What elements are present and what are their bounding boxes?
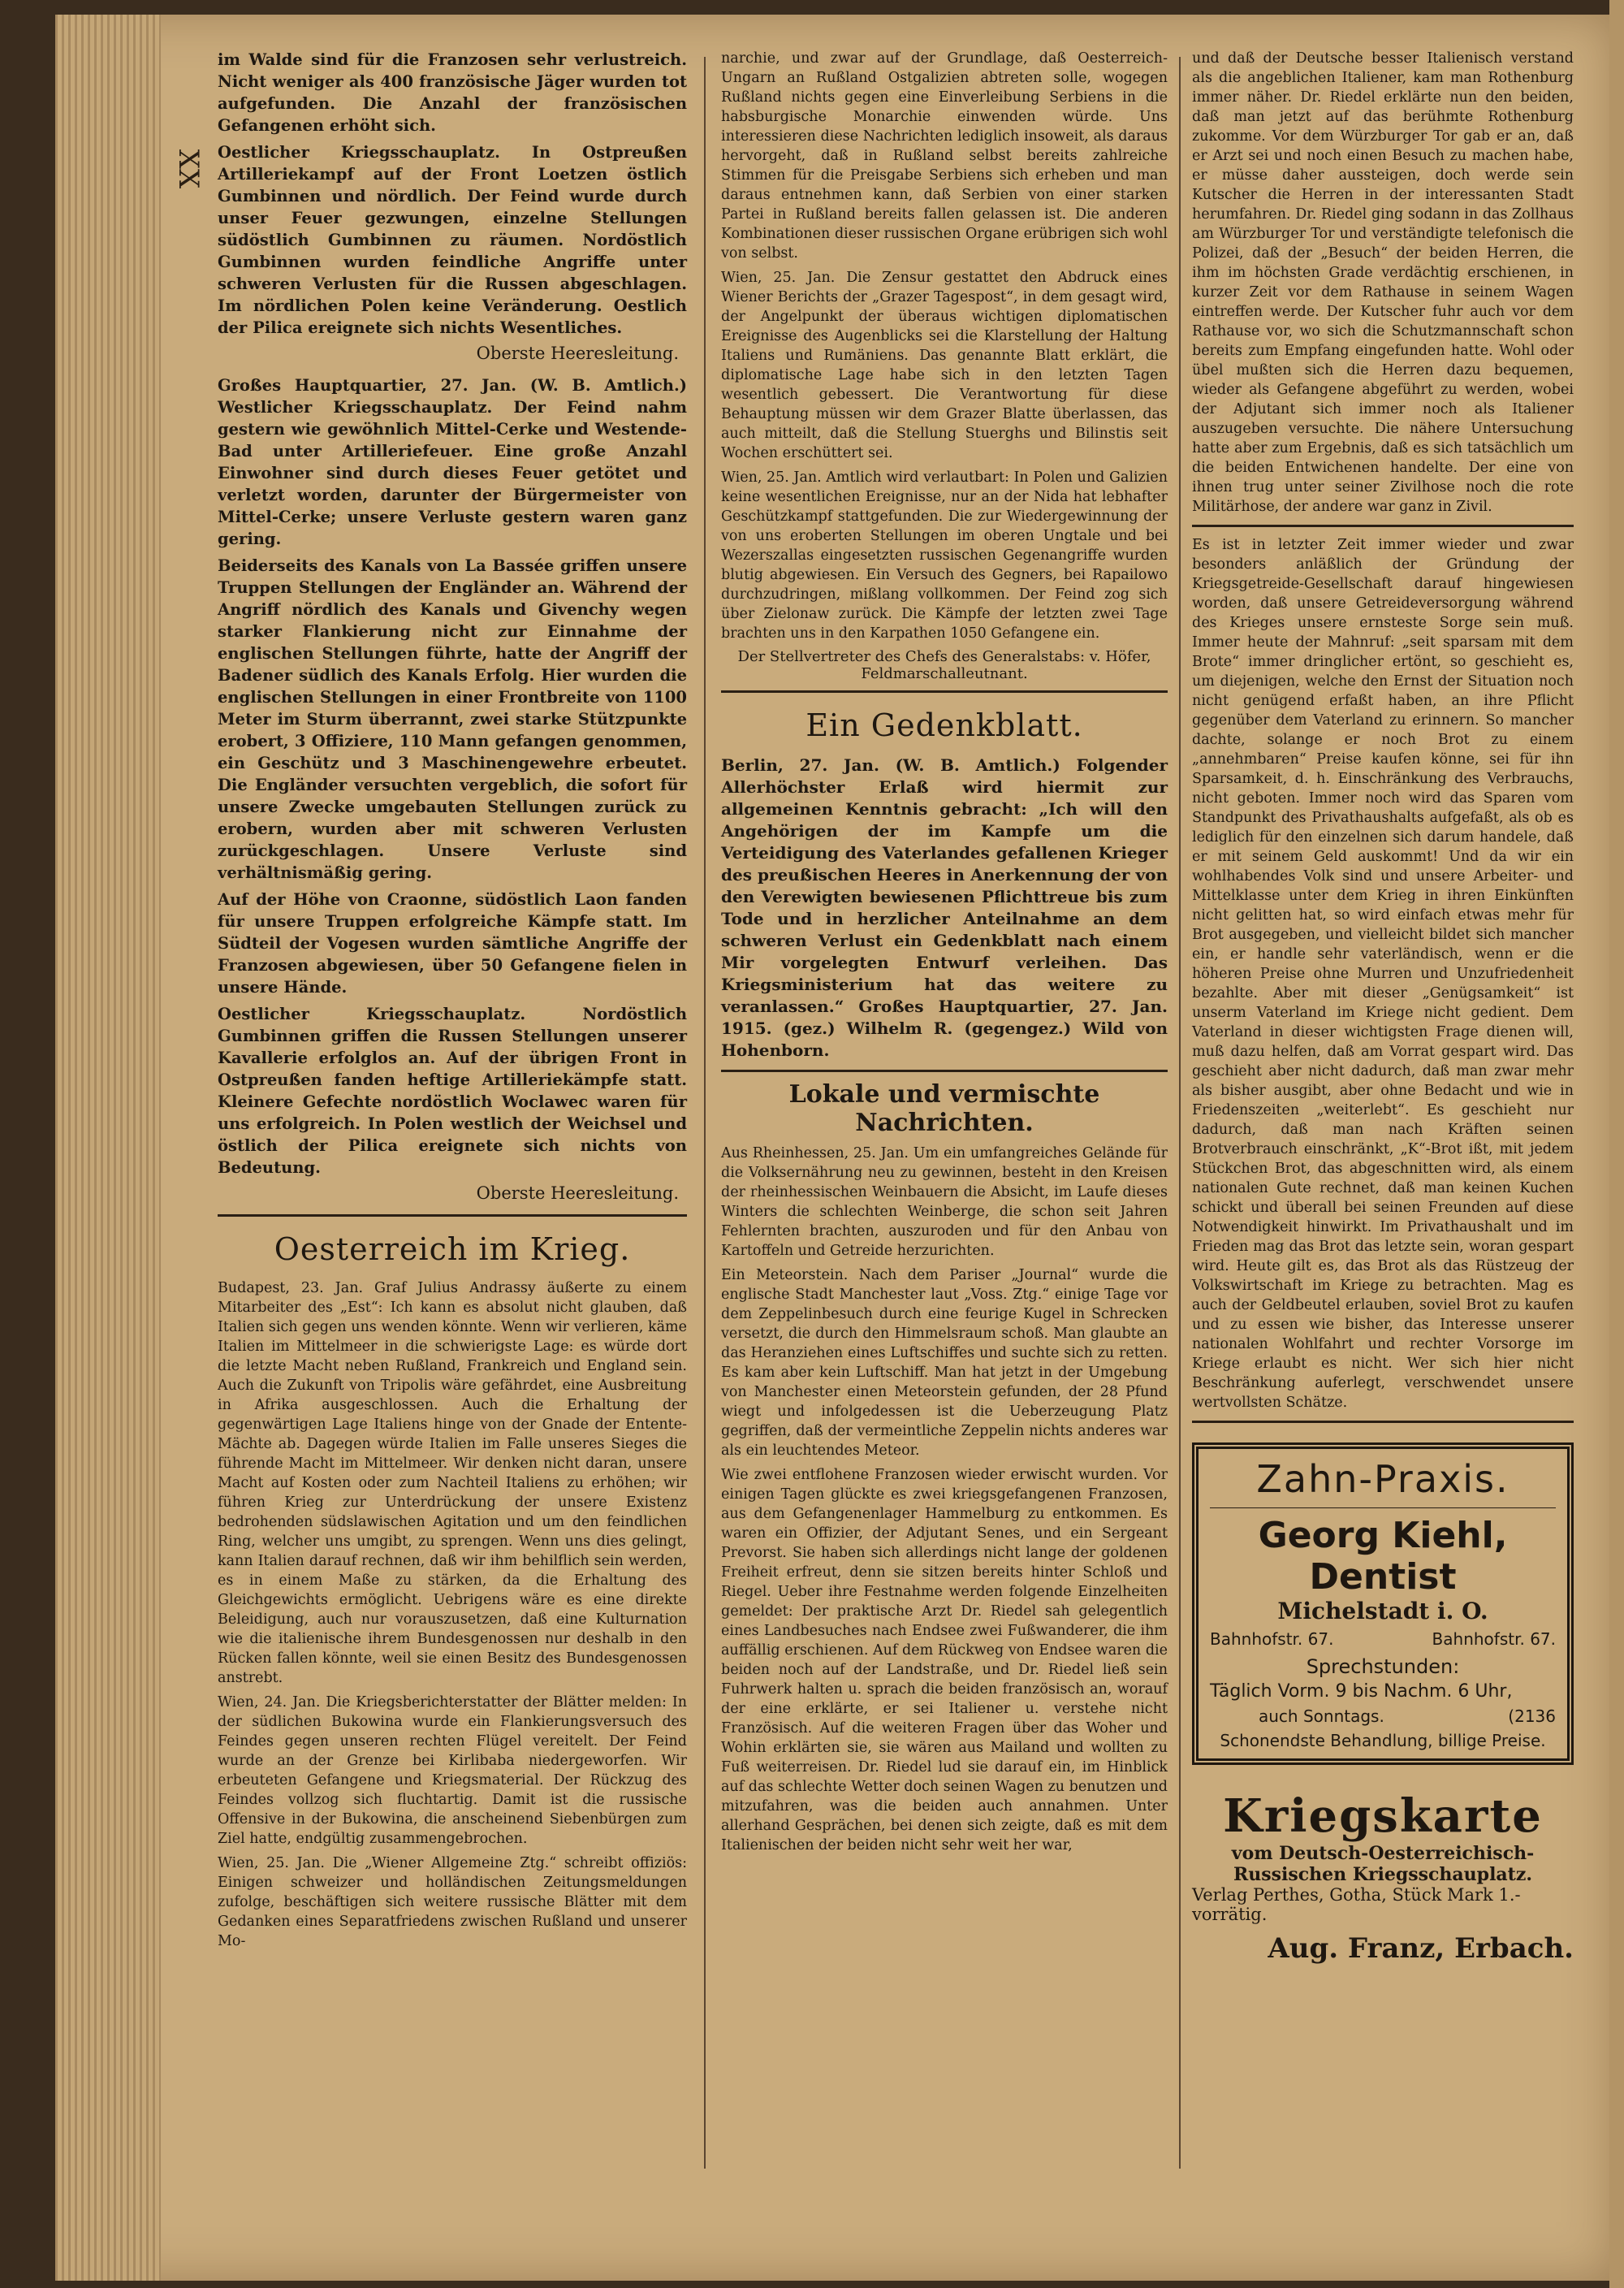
signature: Oberste Heeresleitung. bbox=[476, 344, 679, 363]
section-heading: Ein Gedenkblatt. bbox=[806, 707, 1083, 743]
ad-address-row bbox=[1210, 1629, 1556, 1649]
article-paragraph: Wien, 24. Jan. Die Kriegsberichterstatter der Blätter melden: In der südlichen Bukowina wurde ein Flankierungsversuch des Feindes gegen unseren rechten Flügel vereitelt. Der Feind wurde an der Grenze bei Kirlibaba niedergeworfen. Wir erbeuteten Gefangene und Kriegsmaterial. Der Rückzug des Feindes vollzog sich fluchtartig. Damit ist die russische Offensive in der Bukowina, die anscheinend Siebenbürgen zum Ziel hatte, endgültig zusammengebrochen. bbox=[218, 1694, 687, 1847]
margin-mark: XX bbox=[172, 149, 205, 189]
article-paragraph: Es ist in letzter Zeit immer wieder und zwar besonders anläßlich der Gründung der Kriegsgetreide-Gesellschaft darauf hingewiesen worden, daß unsere Getreideversorgung während des Krieges unsere ernsteste Sorge sein muß. Immer heute der Mahnruf: „seit sparsam mit dem Brote“ immer dringlicher ertönt, so geschieht es, um diejenigen, welche den Ernst der Situation noch nicht genügend erfaßt haben, an ihre Pflicht gegenüber dem Vaterland zu erinnern. So mancher dachte, solange er noch Brot zu einem „annehmbaren“ Preise kaufen könne, sei für ihn Sparsamkeit, d. h. Einschränkung des Verbrauchs, nicht geboten. Immer noch wird das Sparen vom Standpunkt des Privathaushalts aufgefaßt, als ob es lediglich für den einzelnen sich darum handele, daß er mit seinem Geld auskommt! Und da wir ein wohlhabendes Volk sind und unsere Arbeiter- und Mittelklasse unter dem Krieg in ihren Einkünften nicht gelitten hat, so wird einfach etwas mehr für Brot ausgegeben, und vielleicht bildet sich mancher ein, er handle sehr vaterländisch, wenn er die höheren Preise ohne Murren und Unzufriedenheit bezahlte. Aber mit dieser „Genügsamkeit“ ist unserm Vaterland im Kriege nicht gedient. Dem Vaterland in dieser wichtigsten Frage dienen will, muß dazu helfen, daß am Vorrat gespart wird. Das geschieht aber nicht dadurch, daß man zwar mehr als bisher ausgibt, aber ohne Bedacht und wie in Friedenszeiten „weiterlebt“. Es geschieht nur dadurch, daß man nach Kräften seinen Brotverbrauch einschränkt, „K“-Brot ißt, mit jedem Stückchen Brot, das abgeschnitten wird, als einem nationalen Gute rechnet, daß man keinen Kuchen schickt und überall bei seinen Freunden auf diese Notwendigkeit hinwirkt. Im Privathaushalt und im Frieden mag das Brot das letzte sein, woran gespart wird. Heute gilt es, das Brot als das Rüstzeug der Volkswirtschaft im Kriege zu betrachten. Mag es auch der Geldbeutel erlauben, soviel Brot zu kaufen und zu essen wie bisher, das Interesse unserer nationalen Wohlfahrt und rechter Vorsorge im Kriege erlaubt es nicht. Wer sich hier nicht Beschränkung auferlegt, verschwendet unsere wertvollsten Schätze. bbox=[1192, 537, 1574, 1411]
ad-dentist-name: Georg Kiehl, Dentist bbox=[1258, 1515, 1508, 1598]
article-paragraph: Beiderseits des Kanals von La Bassée griffen unsere Truppen Stellungen der Engländer an. Während der Angriff nördlich des Kanals und Givenchy wegen starker Flankierung nicht zur Einnahme der englischen Stellungen führte, hatte der Angriff der Badener südlich des Kanals Erfolg. Hier wurden die englischen Stellungen in einer Frontbreite von 1100 Meter im Sturm überrannt, zwei starke Stützpunkte erobert, 3 Offiziere, 110 Mann gefangen genommen, ein Geschütz und 3 Maschinengewehre erbeutet. Die Engländer versuchten vergeblich, die sofort für unsere Zwecke umgebauten Stellungen zurück zu erobern, wurden aber mit schweren Verlusten zurückgeschlagen. Unsere Verluste sind verhältnismäßig gering. bbox=[218, 556, 687, 882]
article-paragraph: Oestlicher Kriegsschauplatz. Nordöstlich Gumbinnen griffen die Russen Stellungen unserer Kavallerie erfolglos an. Auf der übrigen Front in Ostpreußen fanden heftige Artilleriekämpfe statt. Kleinere Gefechte nordöstlich Woclawec waren für uns erfolgreich. In Polen westlich der Weichsel und östlich der Pilica ereignete sich nichts von Bedeutung. bbox=[218, 1005, 687, 1177]
column-2 bbox=[721, 49, 1168, 1860]
ad-hours-line: Täglich Vorm. 9 bis Nachm. 6 Uhr, bbox=[1210, 1681, 1513, 1702]
article-paragraph: Ein Meteorstein. Nach dem Pariser „Journal“ wurde die englische Stadt Manchester laut „Voss. Ztg.“ einige Tage vor dem Zeppelinbesuch durch eine feurige Kugel in Schrecken versetzt, die durch den Himmelsraum schoß. Man glaubte an das Heranziehen eines Luftschiffes und suchte sich zu retten. Es kam aber kein Luftschiff. Man hat jetzt in der Umgebung von Manchester einen Meteorstein gefunden, der 28 Pfund wiegt und infolgedessen ist die Ueberzeugung Platz gegriffen, daß der vermeintliche Zeppelin nichts anderes war als ein leuchtendes Meteor. bbox=[721, 1267, 1168, 1459]
ad-title: Kriegskarte bbox=[1223, 1789, 1543, 1843]
ad-line: Verlag Perthes, Gotha, Stück Mark 1.- vorrätig. bbox=[1192, 1885, 1521, 1924]
ad-hours-heading: Sprechstunden: bbox=[1306, 1655, 1460, 1678]
dentist-advertisement bbox=[1192, 1442, 1574, 1765]
section-heading: Oesterreich im Krieg. bbox=[274, 1231, 631, 1267]
section-rule bbox=[721, 1070, 1168, 1072]
article-paragraph: Budapest, 23. Jan. Graf Julius Andrassy äußerte zu einem Mitarbeiter des „Est“: Ich kann es absolut nicht glauben, daß Italien sich gegen uns wenden könnte. Wenn wir verlieren, käme Italien im Mittelmeer in die schwierigste Lage: es würde dort die letzte Macht neben Rußland, Frankreich und England sein. Auch die Zukunft von Tripolis wäre gefährdet, eine Ausbreitung in Afrika ausgeschlossen. Auch die Erhaltung der gegenwärtigen Lage Italiens hinge von der Gnade der Entente-Mächte ab. Dagegen würde Italien im Falle unseres Sieges die führende Macht im Mittelmeer. Wir denken nicht daran, unsere Macht auf Kosten oder zum Nachteil Italiens zu erhöhen; wir führen Krieg zur Unterdrückung der unsere Existenz bedrohenden südslawischen Agitation und um den feindlichen Ring, welcher uns umgibt, zu sprengen. Wenn uns dies gelingt, kann Italien darauf rechnen, daß wir ihm behilflich sein werden, es in einem Maße zu stärken, da die Erhaltung des Gleichgewichts ermöglicht. Uebrigens wäre es eine direkte Beleidigung, auch nur vorauszusetzen, daß eine Kulturnation wie die italienische ihrem Bundesgenossen nur deshalb in den Rücken fallen könnte, weil sie einen Besitz des Bundesgenossen anstrebt. bbox=[218, 1280, 687, 1686]
ad-seller: Aug. Franz, Erbach. bbox=[1268, 1932, 1574, 1965]
article-paragraph: Auf der Höhe von Craonne, südöstlich Laon fanden für unsere Truppen erfolgreiche Kämpfe statt. Im Südteil der Vogesen wurden sämtliche Angriffe der Franzosen abgewiesen, über 50 Gefangene fielen in unsere Hände. bbox=[218, 890, 687, 997]
column-3 bbox=[1192, 49, 1574, 1965]
section-rule bbox=[1192, 525, 1574, 527]
article-paragraph: Wie zwei entflohene Franzosen wieder erwischt wurden. Vor einigen Tagen glückte es zwei kriegsgefangenen Franzosen, aus dem Gefangenenlager Hammelburg zu entkommen. Es waren ein Offizier, der Adjutant Senes, und ein Sergeant Prevorst. Sie haben sich allerdings nicht lange der goldenen Freiheit erfreut, denn sie sitzen bereits hinter Schloß und Riegel. Ueber ihre Festnahme werden folgende Einzelheiten gemeldet: Der praktische Arzt Dr. Riedel sah gelegentlich eines Landbesuches nach Endsee zwei Fußwanderer, die ihm auffällig erschienen. Auf dem Rückweg von Endsee waren die beiden noch auf der Landstraße, und Dr. Riedel ließ sein Fuhrwerk halten u. sprach die beiden französisch an, worauf der eine erklärte, er sei Italiener u. verstehe nicht Französisch. Auf die weiteren Fragen über das Woher und Wohin erklärten sie, sie wären aus Mailand und wollten zu Fuß weiterreisen. Dr. Riedel lud sie darauf ein, im Hinblick auf das schlechte Wetter doch seinen Wagen zu benutzen und mitzufahren, was die beiden auch annahmen. Unter allerhand Gesprächen, bei denen sich zeigte, daß es mit dem Italienischen der beiden nicht sehr weit her war, bbox=[721, 1467, 1168, 1853]
ad-subtitle: vom Deutsch-Oesterreichisch-Russischen Kriegsschauplatz. bbox=[1231, 1843, 1535, 1885]
section-rule bbox=[721, 690, 1168, 693]
article-paragraph: narchie, und zwar auf der Grundlage, daß Oesterreich-Ungarn an Rußland Ostgalizien abtreten solle, wogegen Rußland nichts gegen eine Einverleibung Serbiens in die habsburgische Monarchie einwenden würde. Uns interessieren diese Nachrichten lediglich insoweit, als daraus hervorgeht, daß in Rußland selbst bereits zahlreiche Stimmen für die Preisgabe Serbiens sich erheben und man daraus entnehmen kann, daß Serbien von einer starken Partei in Rußland bereits fallen gelassen ist. Die anderen Kombinationen dieser russischen Organe erübrigen sich wohl von selbst. bbox=[721, 50, 1168, 262]
column-1 bbox=[218, 49, 687, 1956]
section-heading: Lokale und vermischte Nachrichten. bbox=[788, 1080, 1100, 1137]
column-divider bbox=[704, 57, 706, 2169]
section-rule bbox=[1192, 1421, 1574, 1423]
article-paragraph: Aus Rheinhessen, 25. Jan. Um ein umfangreiches Gelände für die Volksernährung neu zu gewinnen, besteht in den Kreisen der rheinhessischen Weinbauern die Absicht, im Laufe dieses Winters die schlechten Weinberge, die schon seit Jahren Fehlernten brachten, auszuroden und für den Anbau von Kartoffeln und Getreide herzurichten. bbox=[721, 1145, 1168, 1259]
column-divider bbox=[1179, 57, 1181, 2169]
section-rule bbox=[218, 1214, 687, 1217]
article-paragraph: im Walde sind für die Franzosen sehr verlustreich. Nicht weniger als 400 französische Jäger wurden tot aufgefunden. Die Anzahl der französischen Gefangenen erhöht sich. bbox=[218, 50, 687, 135]
decree-paragraph: Berlin, 27. Jan. (W. B. Amtlich.) Folgender Allerhöchster Erlaß wird hiermit zur allgemeinen Kenntnis gebracht: „Ich will den Angehörigen der im Kampfe um die Verteidigung des Vaterlandes gefallenen Krieger des preußischen Heeres in Anerkennung der von den Verewigten bewiesenen Pflichttreue bis zum Tode und in herzlicher Anteilnahme an dem schweren Verlust ein Gedenkblatt nach einem Mir vorgelegten Entwurf verleihen. Das Kriegsministerium hat das weitere zu veranlassen.“ Großes Hauptquartier, 27. Jan. 1915. (gez.) Wilhelm R. (gegengez.) Wild von Hohenborn. bbox=[721, 755, 1168, 1060]
ad-rule bbox=[1210, 1507, 1556, 1508]
signature: Der Stellvertreter des Chefs des Generalstabs: v. Höfer, Feldmarschalleutnant. bbox=[737, 648, 1151, 682]
ad-address-right: Bahnhofstr. 67. bbox=[1432, 1629, 1556, 1649]
ad-city: Michelstadt i. O. bbox=[1277, 1598, 1488, 1624]
ad-hours-row bbox=[1210, 1706, 1556, 1726]
signature: Oberste Heeresleitung. bbox=[476, 1183, 679, 1203]
article-paragraph: Wien, 25. Jan. Amtlich wird verlautbart: In Polen und Galizien keine wesentlichen Ereignisse, nur an der Nida hat lebhafter Geschützkampf stattgefunden. Die zur Wiedergewinnung der von uns eroberten Stellungen im oberen Ungtale und bei Wezerszallas eingesetzten russischen Gegenangriffe wurden blutig abgewiesen. Ein Versuch des Gegners, bei Rapailowo durchzudringen, mißlang vollkommen. Der Feind zog sich über Zielonaw zurück. Die Kämpfe der letzten zwei Tage brachten uns in den Karpathen 1050 Gefangene ein. bbox=[721, 469, 1168, 642]
article-paragraph: Wien, 25. Jan. Die „Wiener Allgemeine Ztg.“ schreibt offiziös: Einigen schweizer und holländischen Zeitungsmeldungen zufolge, beschäftigen sich weitere russische Blätter mit dem Gedanken eines Separatfriedens zwischen Rußland und unserer Mo- bbox=[218, 1855, 687, 1949]
ad-ref: (2136 bbox=[1508, 1706, 1556, 1726]
map-advertisement bbox=[1192, 1789, 1574, 1965]
book-spine bbox=[55, 15, 161, 2281]
ad-address-left: Bahnhofstr. 67. bbox=[1210, 1629, 1334, 1649]
article-paragraph: Großes Hauptquartier, 27. Jan. (W. B. Amtlich.) Westlicher Kriegsschauplatz. Der Feind nahm gestern wie gewöhnlich Mittel-Cerke und Westende-Bad unter Artilleriefeuer. Eine große Anzahl Einwohner sind durch dieses Feuer getötet und verletzt worden, darunter der Bürgermeister von Mittel-Cerke; unsere Verluste gestern waren ganz gering. bbox=[218, 376, 687, 548]
ad-hours-line: auch Sonntags. bbox=[1259, 1706, 1384, 1726]
adjacent-page-edge bbox=[1609, 0, 1624, 2288]
ad-note: Schonendste Behandlung, billige Preise. bbox=[1220, 1731, 1546, 1750]
ad-title: Zahn-Praxis. bbox=[1256, 1457, 1510, 1501]
article-paragraph: und daß der Deutsche besser Italienisch verstand als die angeblichen Italiener, kam man Rothenburg immer näher. Dr. Riedel erklärte nun den beiden, daß man jetzt auf das berühmte Rothenburg zukomme. Vor dem Würzburger Tor gab er an, daß er Arzt sei und noch einen Besuch zu machen habe, er müsse daher aussteigen, doch werde sein Kutscher die Herren in der interessanten Stadt herumfahren. Dr. Riedel ging sodann in das Zollhaus am Würzburger Tor und verständigte telefonisch die Polizei, daß der „Besuch“ der beiden Herren, die ihm im höchsten Grade verdächtig erschienen, in kurzer Zeit vor dem Rathause in seinem Wagen eintreffen werde. Der Kutscher fuhr auch vor dem Rathause vor, wo sich die Schutzmannschaft schon bereits zum Empfang eingefunden hatte. Wohl oder übel mußten sich die Herren dazu bequemen, wieder als Gefangene abgeführt zu werden, wobei der Adjutant sich immer noch als Italiener auszugeben versuchte. Die nähere Untersuchung hatte aber zum Ergebnis, daß es sich tatsächlich um die beiden Entwichenen handelte. Der eine von ihnen trug unter seiner Zivilhose noch die rote Militärhose, der andere war ganz in Zivil. bbox=[1192, 50, 1574, 515]
article-paragraph: Oestlicher Kriegsschauplatz. In Ostpreußen Artilleriekampf auf der Front Loetzen östlich Gumbinnen und nördlich. Der Feind wurde durch unser Feuer gezwungen, einzelne Stellungen südöstlich Gumbinnen zu räumen. Nordöstlich Gumbinnen wurden feindliche Angriffe unter schweren Verlusten für die Russen abgeschlagen. Im nördlichen Polen keine Veränderung. Oestlich der Pilica ereignete sich nichts Wesentliches. bbox=[218, 143, 687, 337]
article-paragraph: Wien, 25. Jan. Die Zensur gestattet den Abdruck eines Wiener Berichts der „Grazer Tagespost“, in dem gesagt wird, der Angelpunkt der überaus wichtigen diplomatischen Ereignisse des Augenblicks sei die Klarstellung der Haltung Italiens und Rumäniens. Das genannte Blatt erklärt, die diplomatische Lage habe sich in den letzten Tagen wesentlich gebessert. Die Verantwortung für diese Behauptung müssen wir dem Grazer Blatte überlassen, das auch mitteilt, daß die Stellung Stuerghs und Bilinstis seit Wochen erschüttert sei. bbox=[721, 270, 1168, 461]
